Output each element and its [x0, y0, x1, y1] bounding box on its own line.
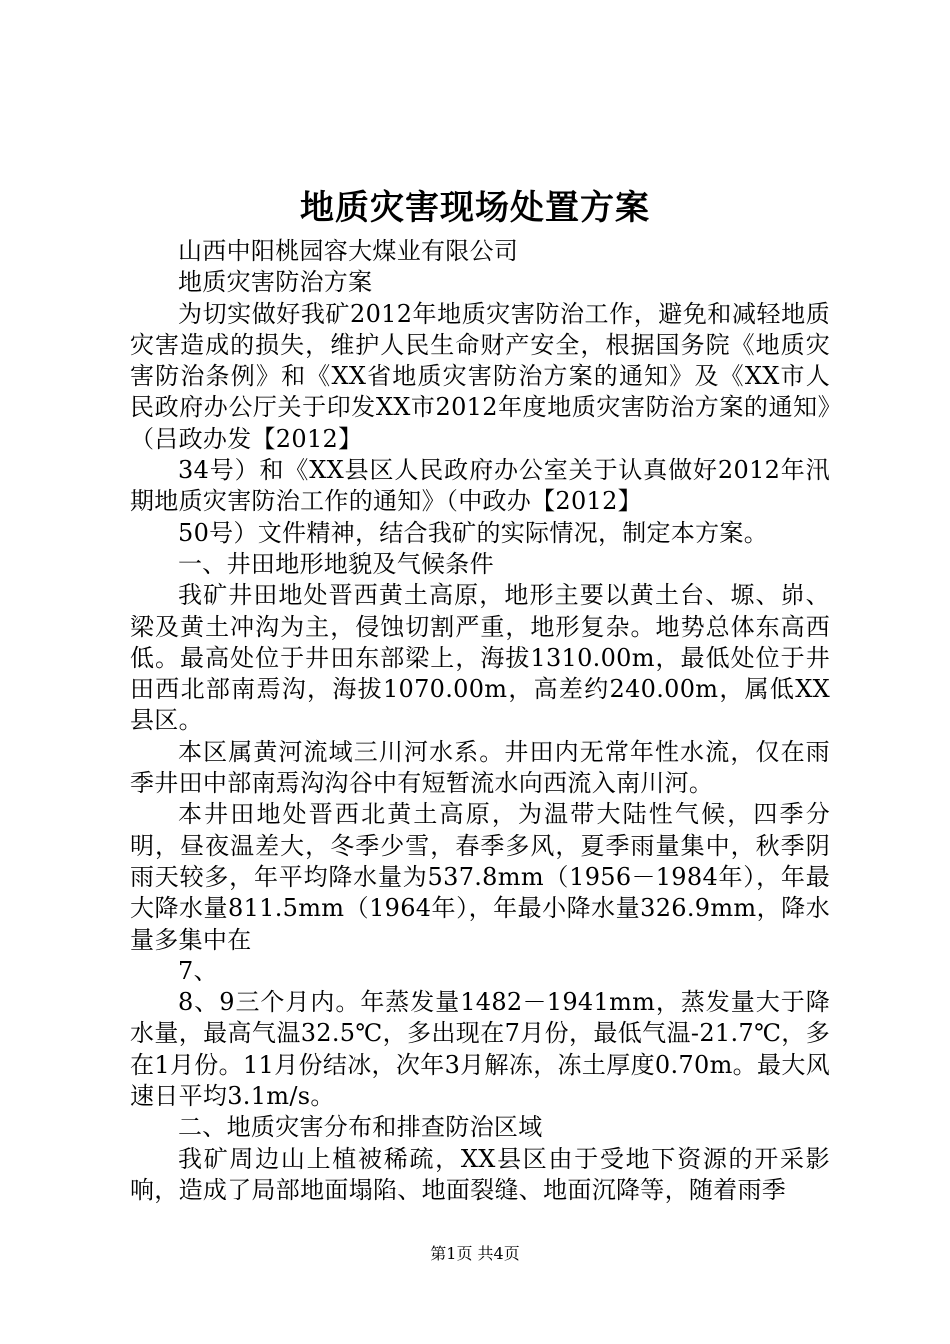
paragraph-plan-name: 地质灾害防治方案 [178, 268, 373, 297]
section-heading-hazards: 二、地质灾害分布和排查防治区域 [178, 1113, 543, 1142]
paragraph-climate: 本井田地处晋西北黄土高原，为温带大陆性气候，四季分明，昼夜温差大，冬季少雪，春季多风，夏季雨量集中，秋季阴雨天较多，年平均降水量为537.8mm（1956－1984年），年最大降水量811.5mm（1964年），年最小降水量326.9mm，降水量多集中在 [130, 800, 830, 954]
paragraph-water: 本区属黄河流域三川河水系。井田内无常年性水流，仅在雨季井田中部南焉沟沟谷中有短暂流水向西流入南川河。 [130, 737, 830, 798]
paragraph-intro-cont: 34号）和《XX县区人民政府办公室关于认真做好2012年汛期地质灾害防治工作的通知》（中政办【2012】 [130, 456, 830, 516]
paragraph-hazards: 我矿周边山上植被稀疏，XX县区由于受地下资源的开采影响，造成了局部地面塌陷、地面裂缝、地面沉降等，随着雨季 [130, 1144, 830, 1204]
paragraph-company: 山西中阳桃园容大煤业有限公司 [178, 237, 519, 265]
page-footer: 第1页 共4页 [430, 1244, 520, 1263]
document-body [130, 236, 830, 1206]
paragraph-month-7: 7、 [178, 956, 218, 985]
section-heading-terrain: 一、井田地形地貌及气候条件 [178, 549, 494, 578]
document-title: 地质灾害现场处置方案 [300, 188, 650, 228]
paragraph-intro: 为切实做好我矿2012年地质灾害防治工作，避免和减轻地质灾害造成的损失，维护人民生命财产安全，根据国务院《地质灾害防治条例》和《XX省地质灾害防治方案的通知》及《XX市人民政府办公厅关于印发XX市2012年度地质灾害防治方案的通知》（吕政办发【2012】 [130, 299, 830, 453]
paragraph-intro-end: 50号）文件精神，结合我矿的实际情况，制定本方案。 [178, 518, 769, 547]
paragraph-climate-cont: 8、9三个月内。年蒸发量1482－1941mm，蒸发量大于降水量，最高气温32.5℃，多出现在7月份，最低气温-21.7℃，多在1月份。11月份结冰，次年3月解冻，冻土厚度0.70m。最大风速日平均3.1m/s。 [130, 988, 830, 1111]
paragraph-terrain: 我矿井田地处晋西黄土高原，地形主要以黄土台、塬、峁、梁及黄土冲沟为主，侵蚀切割严重，地形复杂。地势总体东高西低。最高处位于井田东部梁上，海拔1310.00m，最低处位于井田西北部南焉沟，海拔1070.00m，高差约240.00m，属低XX县区。 [130, 581, 830, 735]
